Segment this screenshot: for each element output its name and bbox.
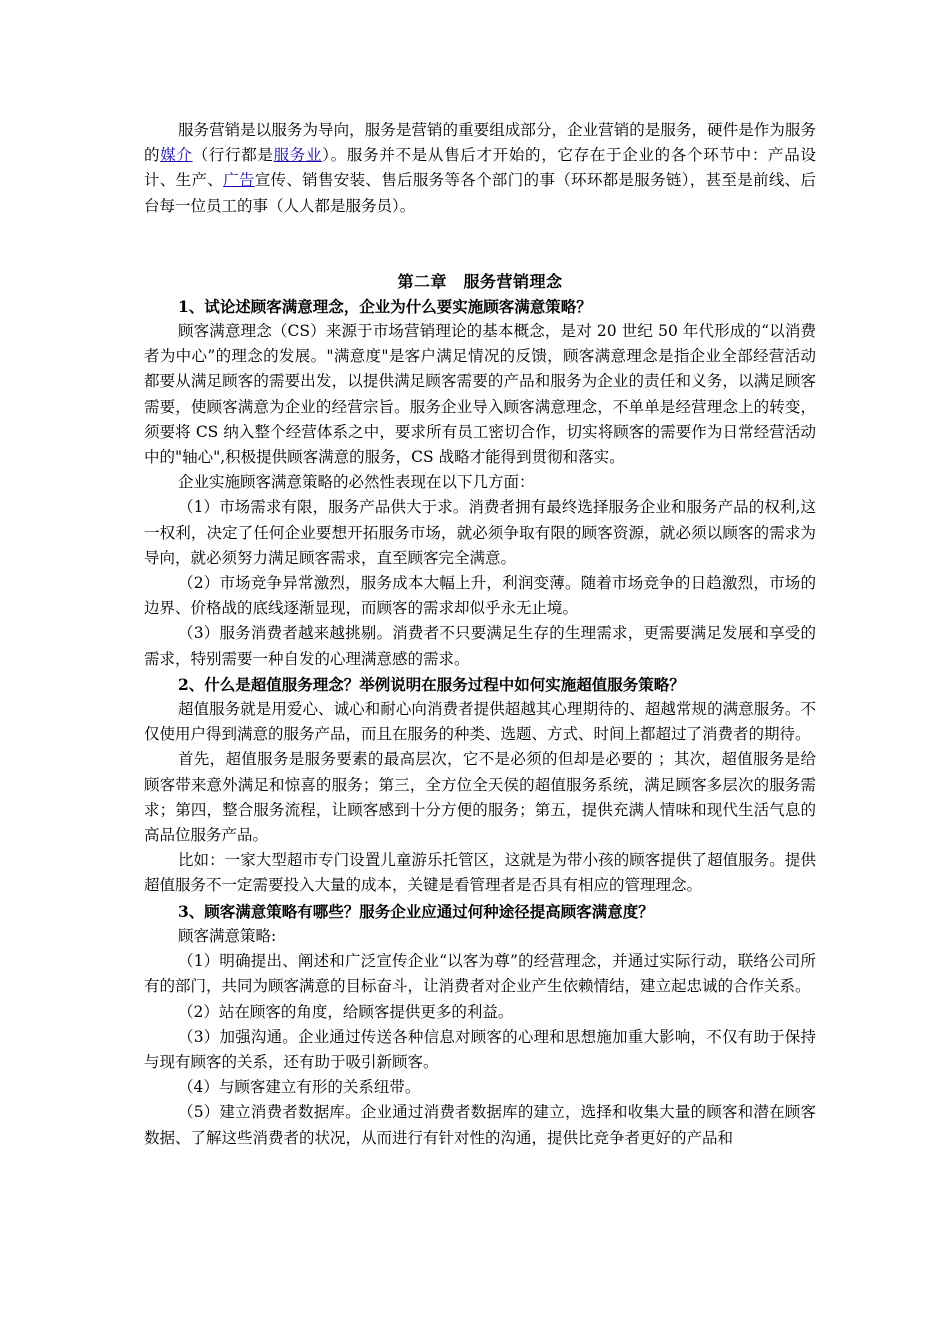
paragraph: 比如：一家大型超市专门设置儿童游乐托管区，这就是为带小孩的顾客提供了超值服务。提供超值服务不一定需要投入大量的成本，关键是看管理者是否具有相应的管理理念。 — [144, 851, 816, 895]
question-heading-1: 1、试论述顾客满意理念，企业为什么要实施顾客满意策略？ — [178, 296, 592, 316]
intro-text: 宣传、销售安装、售后服务等各个部门的事（环环都是服务链），甚至是前线、后台每一位员工的事（人人都是服务员）。 — [144, 171, 816, 215]
list-item: （3）加强沟通。企业通过传送各种信息对顾客的心理和思想施加重大影响，不仅有助于保持与现有顾客的关系，还有助于吸引新顾客。 — [144, 1027, 816, 1071]
list-item: （4）与顾客建立有形的关系纽带。 — [178, 1078, 421, 1097]
intro-text: 服务营销是以服务为导向，服务是营销的重要组成部分，企业营销的是服务，硬件是作为服务的 — [144, 121, 816, 165]
paragraph: 首先，超值服务是服务要素的最高层次，它不是必须的但却是必要的 ；其次，超值服务是给顾客带来意外满足和惊喜的服务；第三，全方位全天侯的超值服务系统，满足顾客多层次的服务需求；第四，整合服务流程，让顾客感到十分方便的服务；第五，提供充满人情味和现代生活气息的高品位服务产品。 — [144, 750, 816, 845]
link-service-industry[interactable]: 服务业 — [273, 146, 323, 165]
link-media[interactable]: 媒介 — [160, 146, 193, 165]
list-item: （5）建立消费者数据库。企业通过消费者数据库的建立，选择和收集大量的顾客和潜在顾客数据、了解这些消费者的状况，从而进行有针对性的沟通，提供比竞争者更好的产品和 — [144, 1103, 816, 1147]
document-page — [144, 118, 816, 1151]
list-item: （2）市场竞争异常激烈，服务成本大幅上升，利润变薄。随着市场竞争的日趋激烈，市场的边界、价格战的底线逐渐显现，而顾客的需求却似乎永无止境。 — [144, 574, 816, 618]
paragraph: 企业实施顾客满意策略的必然性表现在以下几方面： — [178, 473, 535, 492]
list-item: （1）明确提出、阐述和广泛宣传企业“以客为尊”的经营理念，并通过实际行动，联络公司所有的部门，共同为顾客满意的目标奋斗，让消费者对企业产生依赖情结，建立起忠诚的合作关系。 — [144, 952, 816, 996]
link-advertising[interactable]: 广告 — [223, 171, 255, 190]
list-item: （3）服务消费者越来越挑剔。消费者不只要满足生存的生理需求，更需要满足发展和享受的需求，特别需要一种自发的心理满意感的需求。 — [144, 624, 816, 668]
paragraph: 超值服务就是用爱心、诚心和耐心向消费者提供超越其心理期待的、超越常规的满意服务。不仅使用户得到满意的服务产品，而且在服务的种类、选题、方式、时间上都超过了消费者的期待。 — [144, 700, 816, 744]
paragraph: 顾客满意策略: — [178, 926, 277, 945]
intro-text: （行行都是 — [192, 146, 274, 165]
list-item: （1）市场需求有限，服务产品供大于求。消费者拥有最终选择服务企业和服务产品的权利,这一权利，决定了任何企业要想开拓服务市场，就必须争取有限的顾客资源，就必须以顾客的需求为导向，就必须努力满足顾客需求，直至顾客完全满意。 — [144, 498, 816, 567]
intro-paragraph — [144, 118, 816, 219]
question-heading-2: 2、什么是超值服务理念？举例说明在服务过程中如何实施超值服务策略？ — [178, 674, 685, 694]
question-heading-3: 3、顾客满意策略有哪些？服务企业应通过何种途径提高顾客满意度？ — [178, 901, 654, 921]
paragraph: 顾客满意理念（CS）来源于市场营销理论的基本概念，是对 20 世纪 50 年代形成的“以消费者为中心”的理念的发展。"满意度"是客户满足情况的反馈，顾客满意理念是指企业全部经营活动都要从满足顾客的需要出发，以提供满足顾客需要的产品和服务为企业的责任和义务，以满足顾客需要，使顾客满意为企业的经营宗旨。服务企业导入顾客满意理念，不单单是经营理念上的转变，须要将 CS 纳入整个经营体系之中，要求所有员工密切合作，切实将顾客的需要作为日常经营活动中的"轴心",积极提供顾客满意的服务，CS 战略才能得到贯彻和落实。 — [144, 322, 816, 467]
intro-text: ）。服务并不是从售后才开始的，它存在于企业的各个环节中：产品设计、生产、 — [144, 146, 816, 190]
chapter-title: 第二章 服务营销理念 — [397, 271, 563, 291]
list-item: （2）站在顾客的角度，给顾客提供更多的利益。 — [178, 1002, 514, 1021]
section-gap — [144, 219, 816, 269]
